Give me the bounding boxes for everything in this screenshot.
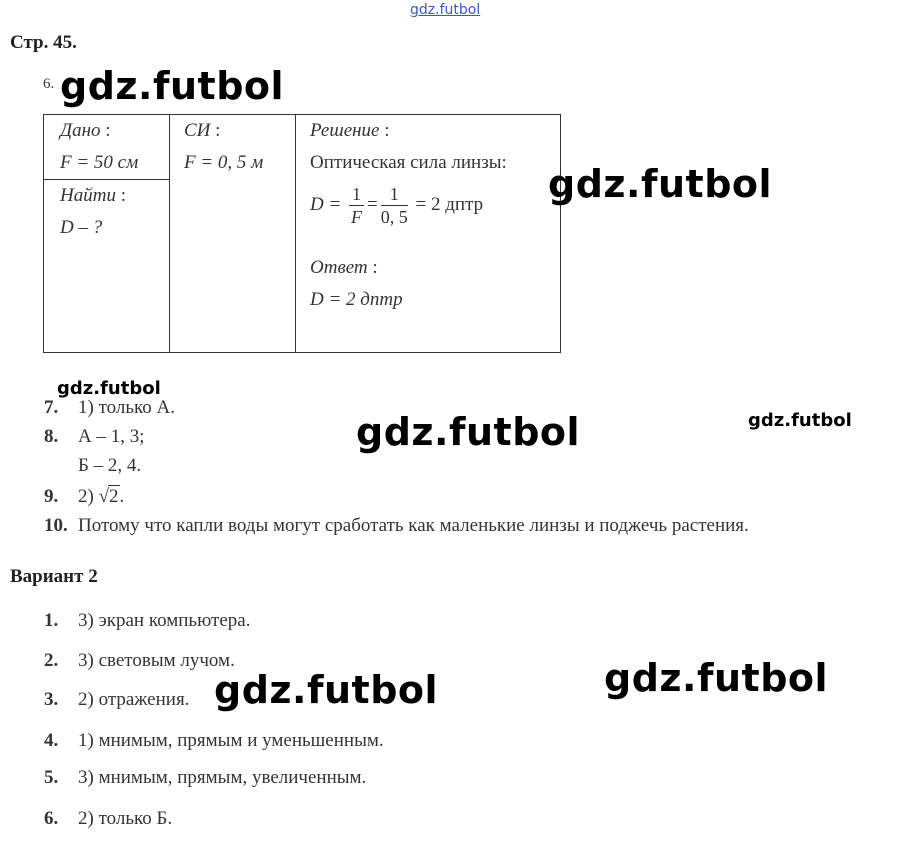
variant2-item-5: 5. 3) мнимым, прямым, увеличенным.: [44, 767, 367, 788]
find-header: Найти: [60, 185, 116, 206]
find-value: D – ?: [60, 217, 103, 238]
page-label: Стр. 45.: [10, 32, 77, 53]
fraction-2: $\frac{1}{0, 5}$: [380, 184, 408, 227]
answer-item-8b: Б – 2, 4.: [78, 455, 142, 476]
solution-cell: Решение : Оптическая сила линзы: D = $\frac{1}{F}$ = $\frac{1}{0, 5}$ = 2 дптр Ответ : D = 2 дптр: [296, 115, 561, 353]
si-header: СИ: [184, 120, 211, 141]
variant2-item-3: 3. 2) отражения.: [44, 689, 190, 710]
find-cell: Найти : D – ?: [44, 180, 170, 353]
answer-item-10: 10. Потому что капли воды могут сработать как маленькие линзы и поджечь растения.: [44, 515, 749, 536]
watermark-text: gdz.futbol: [57, 378, 161, 399]
si-cell: СИ : F = 0, 5 м: [170, 115, 296, 353]
formula: D = $\frac{1}{F}$ = $\frac{1}{0, 5}$ = 2 дптр: [310, 184, 484, 227]
variant2-item-4: 4. 1) мнимым, прямым и уменьшенным.: [44, 730, 384, 751]
si-value: F = 0, 5 м: [184, 152, 264, 173]
given-value: F = 50 см: [60, 152, 139, 173]
answer-header: Ответ: [310, 257, 368, 278]
watermark-text: gdz.futbol: [356, 410, 581, 454]
variant2-item-6: 6. 2) только Б.: [44, 808, 173, 829]
variant-title: Вариант 2: [10, 566, 98, 587]
watermark-text: gdz.futbol: [60, 64, 285, 108]
solution-line: Оптическая сила линзы:: [310, 152, 507, 173]
task-6-number: 6.: [43, 76, 55, 92]
sqrt-expression: √2: [98, 486, 119, 507]
variant2-item-2: 2. 3) световым лучом.: [44, 650, 235, 671]
answer-item-9: 9. 2) √2.: [44, 486, 125, 507]
answer-item-8: 8. А – 1, 3;: [44, 426, 145, 447]
watermark-text: gdz.futbol: [214, 668, 439, 712]
watermark-text: gdz.futbol: [748, 410, 852, 431]
formula-d: D =: [310, 193, 342, 215]
formula-result: = 2 дптр: [415, 193, 484, 215]
solution-header: Решение: [310, 120, 380, 141]
answer-item-7: 7. 1) только А.: [44, 397, 176, 418]
variant2-item-1: 1. 3) экран компьютера.: [44, 610, 251, 631]
task-6-table: [43, 114, 561, 353]
watermark-text: gdz.futbol: [604, 656, 829, 700]
given-header: Дано: [60, 120, 101, 141]
watermark-text: gdz.futbol: [548, 162, 773, 206]
top-watermark-link[interactable]: gdz.futbol: [410, 2, 481, 18]
given-cell: Дано : F = 50 см: [44, 115, 170, 180]
answer-value: D = 2 дптр: [310, 289, 403, 310]
fraction-1: $\frac{1}{F}$: [351, 184, 363, 227]
